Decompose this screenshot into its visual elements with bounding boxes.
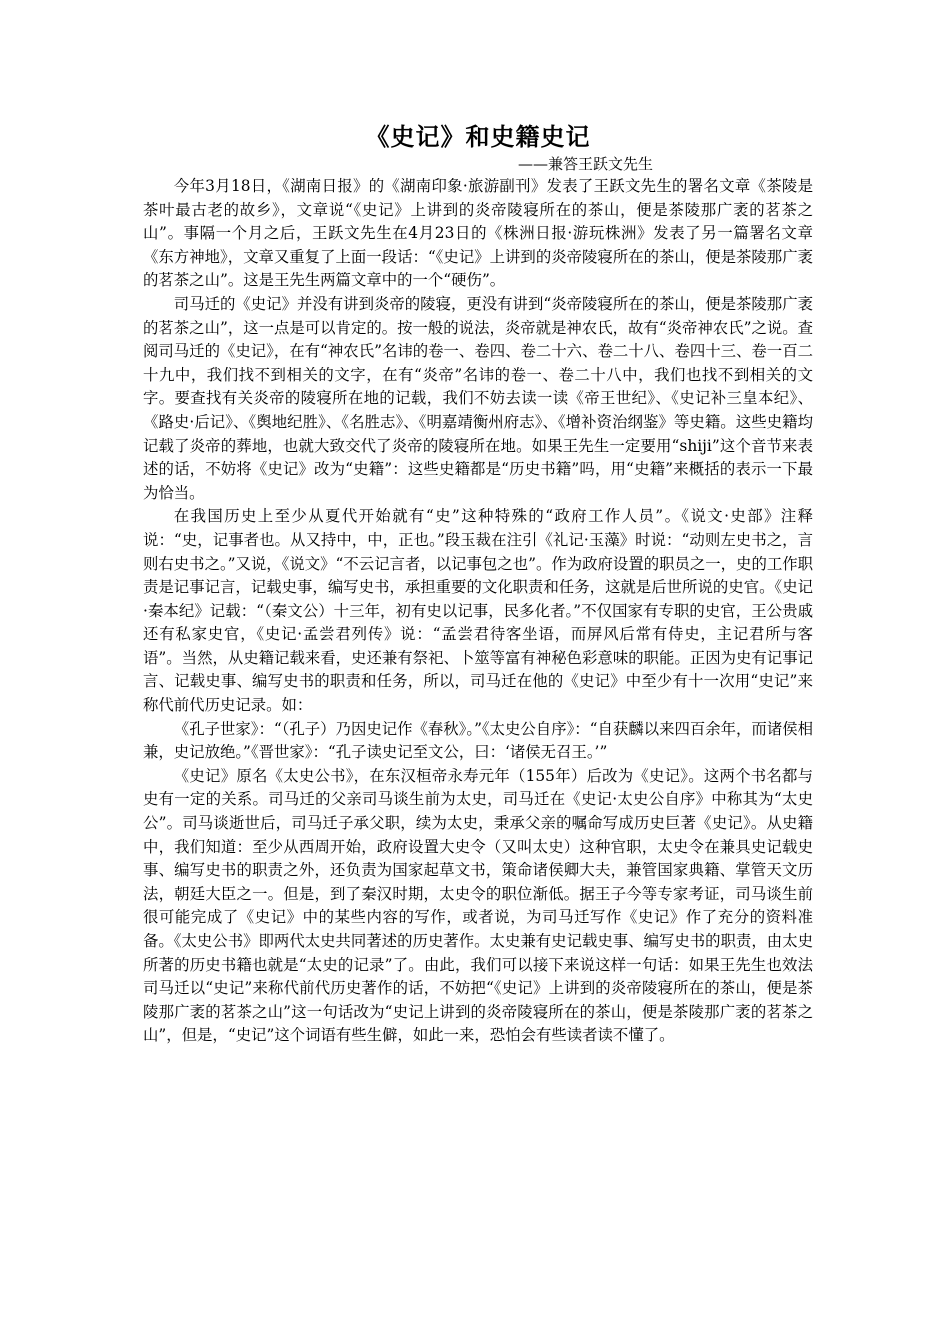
document-subtitle: ——兼答王跃文先生	[517, 155, 653, 173]
paragraph-intro: 今年3月18日，《湖南日报》的《湖南印象·旅游副刊》发表了王跃文先生的署名文章《茶陵是茶叶最古老的故乡》，文章说“《史记》上讲到的炎帝陵寝所在的茶山，便是茶陵那广袤的茗茶之山”。事隔一个月之后，王跃文先生在4月23日的《株洲日报·游玩株洲》发表了另一篇署名文章《东方神地》，文章又重复了上面一段话：“《史记》上讲到的炎帝陵寝所在的茶山，便是茶陵那广袤的茗茶之山”。这是王先生两篇文章中的一个“硬伤”。	[143, 177, 813, 290]
paragraph-shiji-no-mention: 司马迁的《史记》并没有讲到炎帝的陵寝，更没有讲到“炎帝陵寝所在的茶山，便是茶陵那广袤的茗茶之山”，这一点是可以肯定的。按一般的说法，炎帝就是神农氏，故有“炎帝神农氏”之说。查阅司马迁的《史记》，在有“神农氏”名讳的卷一、卷四、卷二十六、卷二十八、卷四十三、卷一百二十九中，我们找不到相关的文字，在有“炎帝”名讳的卷一、卷二十八中，我们也找不到相关的文字。要查找有关炎帝的陵寝所在地的记载，我们不妨去读一读《帝王世纪》、《史记补三皇本纪》、《路史·后记》、《舆地纪胜》、《名胜志》、《明嘉靖衡州府志》、《增补资治纲鉴》等史籍。这些史籍均记载了炎帝的葬地，也就大致交代了炎帝的陵寝所在地。如果王先生一定要用“shiji”这个音节来表述的话，不妨将《史记》改为“史籍”：这些史籍都是“历史书籍”吗，用“史籍”来概括的表示一下最为恰当。	[143, 294, 814, 502]
paragraph-shi-official: 在我国历史上至少从夏代开始就有“史”这种特殊的“政府工作人员”。《说文·史部》注释说：“史，记事者也。从又持中，中，正也。”段玉裁在注引《礼记·玉藻》时说：“动则左史书之，言则右史书之。”又说，《说文》“不云记言者，以记事包之也”。作为政府设置的职员之一，史的工作职责是记事记言，记载史事，编写史书，承担重要的文化职责和任务，这就是后世所说的史官。《史记·秦本纪》记载：“（秦文公）十三年，初有史以记事，民多化者。”不仅国家有专职的史官，王公贵戚还有私家史官，《史记·孟尝君列传》说：“孟尝君待客坐语，而屏风后常有侍史，主记君所与客语”。当然，从史籍记载来看，史还兼有祭祀、卜筮等富有神秘色彩意味的职能。正因为史有记事记言、记载史事、编写史书的职责和任务，所以，司马迁在他的《史记》中至少有十一次用“史记”来称代前代历史记录。如：	[143, 507, 814, 715]
paragraph-quotations: 《孔子世家》：“（孔子）乃因史记作《春秋》。”《太史公自序》：“自获麟以来四百余年，而诸侯相兼，史记放绝。”《晋世家》：“孔子读史记至文公，曰：‘诸侯无召王。’”	[143, 719, 813, 762]
paragraph-conclusion: 《史记》原名《太史公书》，在东汉桓帝永寿元年（155年）后改为《史记》。这两个书名都与史有一定的关系。司马迁的父亲司马谈生前为太史，司马迁在《史记·太史公自序》中称其为“太史公”。司马谈逝世后，司马迁子承父职，续为太史，秉承父亲的嘱命写成历史巨著《史记》。从史籍中，我们知道：至少从西周开始，政府设置大史令（又叫太史）这种官职，太史令在兼具史记载史事、编写史书的职责之外，还负责为国家起草文书，策命诸侯卿大夫，兼管国家典籍、掌管天文历法，朝廷大臣之一。但是，到了秦汉时期，太史令的职位渐低。据王子今等专家考证，司马谈生前很可能完成了《史记》中的某些内容的写作，或者说，为司马迁写作《史记》作了充分的资料准备。《太史公书》即两代太史共同著述的历史著作。太史兼有史记载史事、编写史书的职责，由太史所著的历史书籍也就是“太史的记录”了。由此，我们可以接下来说这样一句话：如果王先生也效法司马迁以“史记”来称代前代历史著作的话，不妨把“《史记》上讲到的炎帝陵寝所在的茶山，便是茶陵那广袤的茗茶之山”这一句话改为“史记上讲到的炎帝陵寝所在的茶山，便是茶陵那广袤的茗茶之山”，但是，“史记”这个词语有些生僻，如此一来，恐怕会有些读者读不懂了。	[143, 766, 813, 1045]
document-title: 《史记》和史籍史记	[365, 123, 591, 151]
document-body	[143, 121, 813, 1048]
